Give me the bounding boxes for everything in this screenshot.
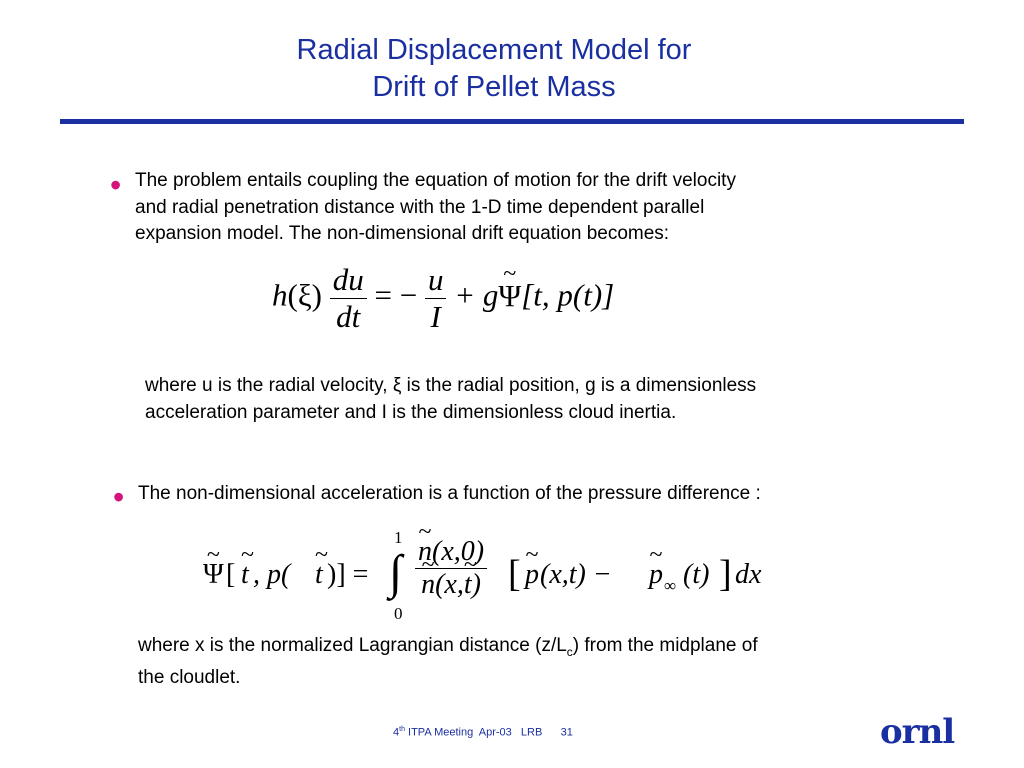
eq1-du-dt-fraction	[330, 262, 367, 335]
eq2-den-args-close: )	[471, 569, 481, 600]
title-divider	[60, 119, 964, 124]
eq2-den-t: t	[463, 569, 472, 600]
slide-footer: 4th ITPA Meeting Apr-03 LRB 31	[393, 726, 573, 739]
eq1-dt: dt	[336, 299, 361, 334]
eq2-dx: dx	[735, 559, 762, 590]
eq2-num-n: n	[418, 536, 432, 567]
eq1-du: du	[332, 262, 364, 297]
eq1-u: u	[427, 262, 444, 297]
eq2-t2-tilde	[315, 559, 323, 591]
explanation-1-line-2: acceleration parameter and I is the dimensionless cloud inertia.	[145, 401, 677, 423]
title-line-2: Drift of Pellet Mass	[372, 71, 616, 103]
eq2-close: )] =	[327, 559, 369, 590]
eq2-pdiff-args: (x,t) −	[540, 559, 612, 590]
explanation-1-line-1: where u is the radial velocity, ξ is the radial position, g is a dimensionless	[145, 375, 757, 396]
eq1-psi-tilde	[498, 278, 521, 314]
eq1-I: I	[430, 299, 441, 334]
eq2-t2: t	[315, 559, 323, 590]
eq2-bracket-close: ]	[719, 553, 732, 595]
acceleration-equation	[203, 528, 803, 626]
bullet-1-text	[135, 168, 895, 248]
eq2-comma-p: , p(	[253, 559, 291, 590]
eq2-p: p	[525, 559, 539, 590]
eq2-pinf-tilde	[649, 559, 663, 591]
eq1-lhs-arg: (ξ)	[287, 277, 322, 313]
eq2-bracket-open: [	[508, 553, 521, 595]
eq2-inf-sub: ∞	[664, 576, 677, 595]
eq1-plus-g: + g	[454, 277, 499, 313]
explanation-2-subscript: c	[566, 644, 573, 659]
eq2-num-args: (x,0)	[432, 536, 485, 567]
bullet-1-line-3: expansion model. The non-dimensional drift equation becomes:	[135, 223, 670, 244]
eq2-density-fraction	[415, 536, 487, 601]
eq2-den-n: n	[421, 569, 436, 600]
bullet-1-line-1: The problem entails coupling the equation of motion for the drift velocity	[135, 170, 736, 191]
slide-title	[0, 32, 988, 106]
eq2-den-n-tilde	[421, 569, 435, 601]
eq2-int-upper: 1	[394, 528, 403, 547]
ornl-logo: ornl	[880, 712, 955, 752]
eq2-lhs-open: [	[226, 559, 236, 590]
eq2-den-t-tilde	[464, 569, 472, 601]
bullet-2-dot: •	[113, 479, 125, 515]
eq2-p-tilde	[525, 559, 539, 591]
eq1-equals-minus: = −	[374, 277, 418, 313]
explanation-2	[138, 633, 918, 692]
eq2-integral: ∫	[389, 546, 403, 599]
eq2-psi: Ψ	[203, 559, 224, 590]
eq2-pinf-args: (t)	[683, 559, 710, 590]
eq2-den-args-open: (x,	[435, 569, 464, 600]
bullet-1-line-2: and radial penetration distance with the 1-D time dependent parallel	[135, 196, 705, 218]
eq2-t: t	[241, 559, 249, 590]
bullet-2-text: The non-dimensional acceleration is a function of the pressure difference :	[138, 483, 761, 504]
drift-equation	[272, 262, 614, 335]
explanation-2-line-2: the cloudlet.	[138, 667, 241, 689]
eq2-pinf: p	[649, 559, 663, 590]
eq1-u-I-fraction	[425, 262, 447, 335]
explanation-2-line-1: where x is the normalized Lagrangian distance $(z/L_c)$ from the midplane of	[138, 635, 758, 659]
bullet-1-dot: •	[110, 167, 122, 203]
eq1-psi: Ψ	[498, 277, 522, 313]
eq1-h: h	[272, 277, 288, 313]
title-line-1: Radial Displacement Model for	[296, 34, 692, 66]
eq1-rhs-arg: [t, p(t)]	[521, 277, 615, 313]
eq2-int-lower: 0	[394, 604, 403, 623]
explanation-1	[145, 373, 905, 426]
eq2-psi-tilde	[203, 559, 224, 591]
eq2-t-tilde	[241, 559, 249, 591]
